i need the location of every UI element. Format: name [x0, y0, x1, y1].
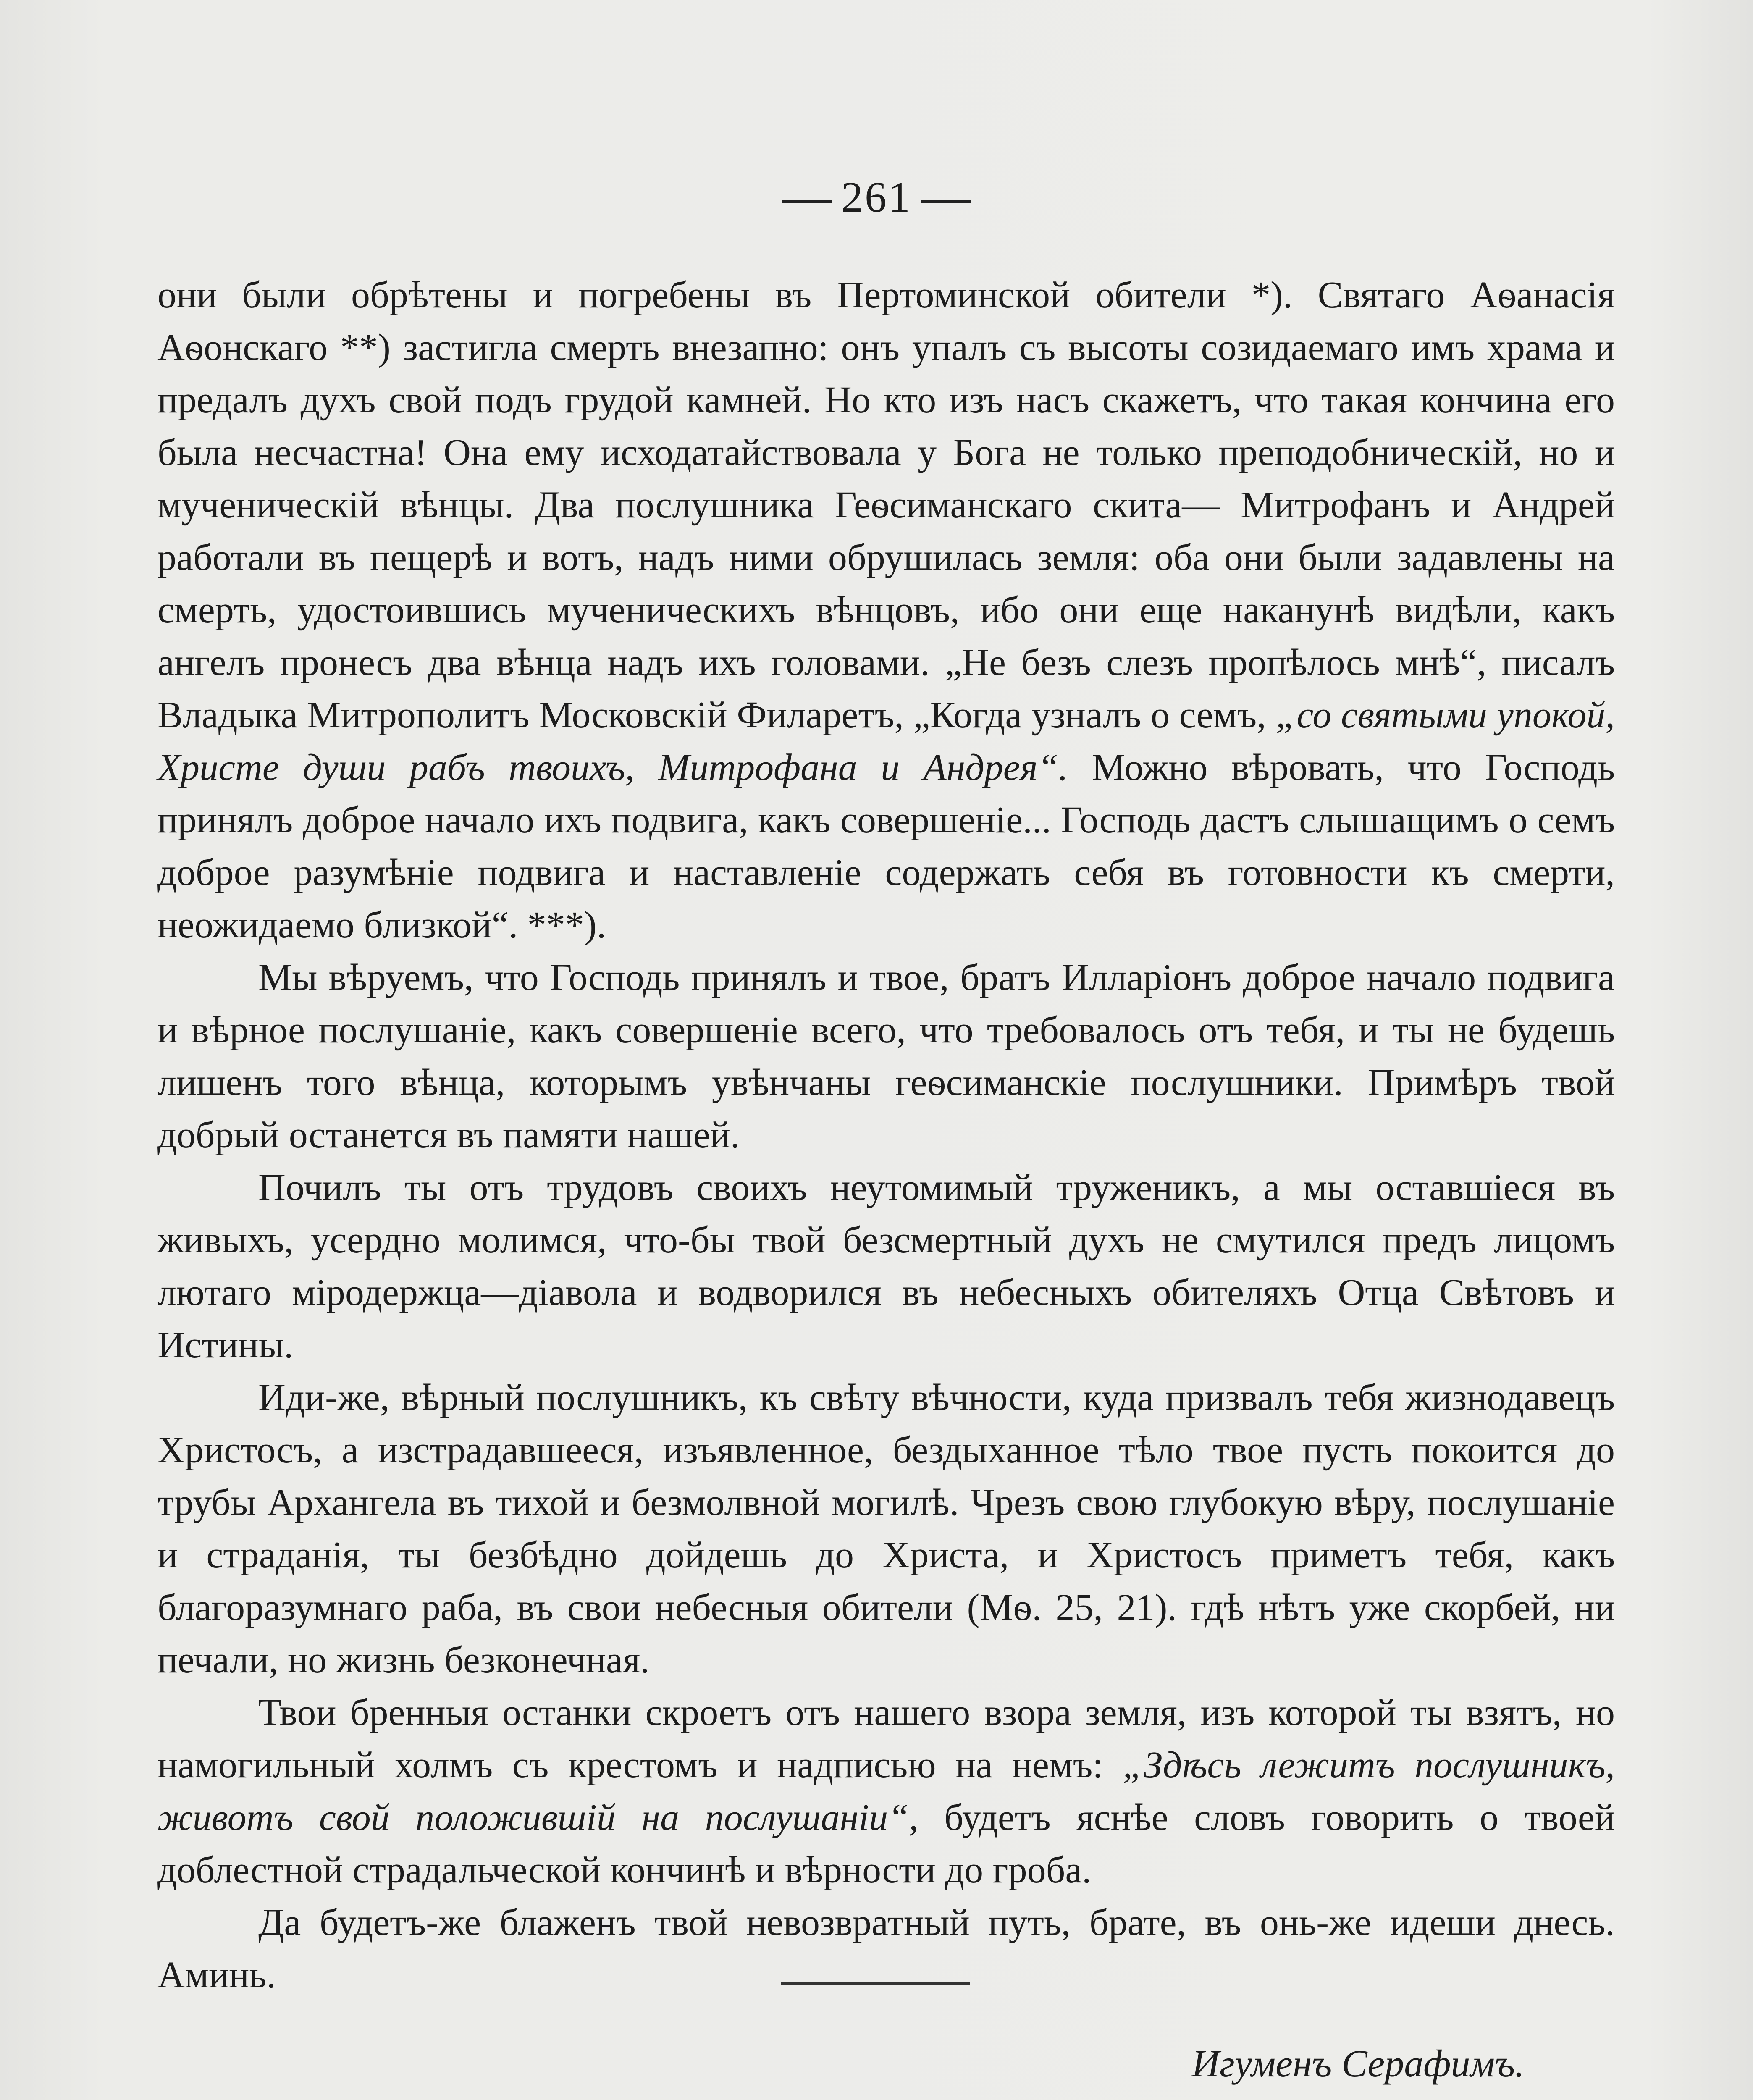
page-number-dash-right [921, 200, 971, 203]
paragraph [157, 1686, 1615, 1896]
page-number [0, 172, 1753, 222]
text-run: Почилъ ты отъ трудовъ своихъ неутомимый труженикъ, а мы оставшіеся въ живыхъ, усердно молимся, что-бы твой безсмертный духъ не смутился предъ лицомъ лютаго міродержца—діавола и водворился въ небесныхъ обителяхъ Отца Свѣтовъ и Истины. [157, 1167, 1615, 1366]
paragraph [157, 269, 1615, 951]
text-run: Иди-же, вѣрный послушникъ, къ свѣту вѣчности, куда призвалъ тебя жизнодавецъ Христосъ, а изстрадавшееся, изъявленное, бездыханное тѣло твое пусть покоится до трубы Архангела въ тихой и безмолвной могилѣ. Чрезъ свою глубокую вѣру, послушаніе и страданія, ты безбѣдно дойдешь до Христа, и Христосъ приметъ тебя, какъ благоразумнаго раба, въ свои небесныя обители (Мѳ. 25, 21). гдѣ нѣтъ уже скорбей, ни печали, но жизнь безконечная. [157, 1377, 1615, 1681]
body-text [157, 269, 1615, 2001]
paragraph [157, 1371, 1615, 1686]
closing-divider [781, 1982, 970, 1984]
text-run: Мы вѣруемъ, что Господь принялъ и твое, братъ Илларіонъ доброе начало подвига и вѣрное послушаніе, какъ совершеніе всего, что требовалось отъ тебя, и ты не будешь лишенъ того вѣнца, которымъ увѣнчаны геѳсиманскіе послушники. Примѣръ твой добрый останется въ памяти нашей. [157, 957, 1615, 1156]
page-number-text: 261 [841, 173, 912, 221]
page-number-dash-left [782, 200, 832, 203]
text-run: они были обрѣтены и погребены въ Пертоминской обители *). Святаго Аѳанасія Аѳонскаго **) застигла смерть внезапно: онъ упалъ съ высоты созидаемаго имъ храма и предалъ духъ свой подъ грудой камней. Но кто изъ насъ скажетъ, что такая кончина его была несчастна! Она ему исходатайствовала у Бога не только преподобническій, но и мученическій вѣнцы. Два послушника Геѳсиманскаго скита— Митрофанъ и Андрей работали въ пещерѣ и вотъ, надъ ними обрушилась земля: оба они были задавлены на смерть, удостоившись мученическихъ вѣнцовъ, ибо они еще наканунѣ видѣли, какъ ангелъ пронесъ два вѣнца надъ ихъ головами. „Не безъ слезъ пропѣлось мнѣ“, писалъ Владыка Митрополитъ Московскій Филаретъ, „Когда узналъ о семъ, [157, 274, 1615, 736]
paragraph [157, 1161, 1615, 1371]
italic-quote: „со святыми упокой, Христе души рабъ твоихъ, Митрофана и Андрея“. [157, 694, 1615, 788]
signature: Игуменъ Серафимъ. [1191, 2042, 1525, 2085]
text-run: Твои бренныя останки скроетъ отъ нашего взора земля, изъ которой ты взятъ, но намогильный холмъ съ крестомъ и надписью на немъ: [157, 1692, 1615, 1786]
paragraph [157, 951, 1615, 1161]
italic-quote: „Здѣсь лежитъ послушникъ, животъ свой положившій на послушаніи“, [157, 1744, 1615, 1838]
text-run: Да будетъ-же блаженъ твой невозвратный путь, брате, въ онь-же идеши днесь. Аминь. [157, 1902, 1615, 1996]
text-run: будетъ яснѣе словъ говорить о твоей доблестной страдальческой кончинѣ и вѣрности до гроба. [157, 1797, 1615, 1891]
text-run: Можно вѣровать, что Господь принялъ доброе начало ихъ подвига, какъ совершеніе... Господь дастъ слышащимъ о семъ доброе разумѣніе подвига и наставленіе содержать себя въ готовности къ смерти, неожидаемо близкой“. ***). [157, 747, 1615, 946]
paragraph [157, 1896, 1615, 2001]
